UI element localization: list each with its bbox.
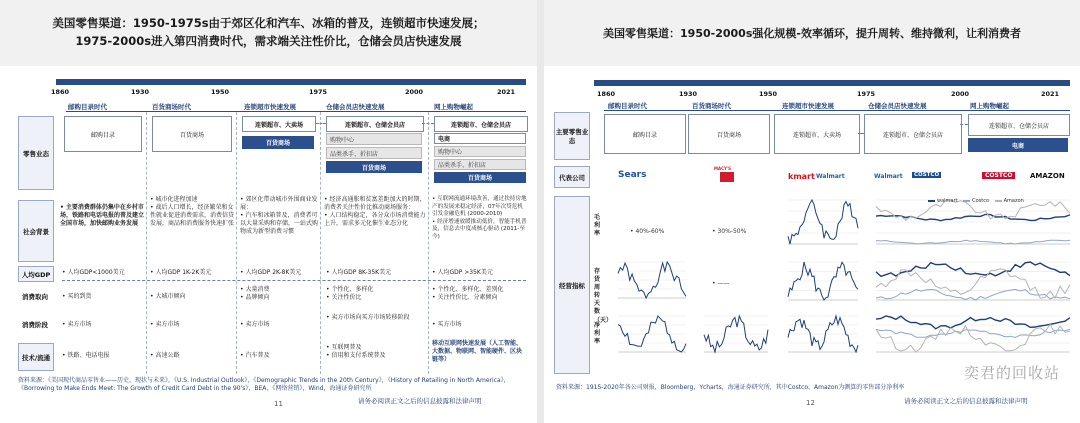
left-format-online-e: 百货商场 <box>434 172 526 183</box>
right-source: 资料来源：1915-2020年各公司财报，Bloomberg，Ycharts，海通证券研究所，其中Costco、Amazon为测算的零售部分净利率 <box>556 384 905 391</box>
legend-amazon: Amazon <box>1003 198 1024 204</box>
left-divider-1 <box>146 112 147 374</box>
right-logo-macys <box>720 172 734 182</box>
chart-inv-modern-series-walmart <box>876 262 1070 276</box>
chart-gm-kmart <box>776 196 860 252</box>
left-tech-4: • 互联网普及 • 信用和支付系统普及 <box>326 344 386 360</box>
left-format-mail: 邮购目录 <box>64 116 142 152</box>
right-logo-amazon: AMAZON <box>1030 172 1065 180</box>
right-format-dept: 百货商场 <box>688 114 770 154</box>
right-row-metrics: 经营指标 <box>554 196 590 374</box>
chart-np-sears <box>606 312 688 360</box>
left-gdp-5: • 人均GDP >35K美元 <box>432 269 493 276</box>
left-row-stage: 消费阶段 <box>22 320 48 329</box>
right-metric-gm: 毛利率 <box>594 214 601 238</box>
left-gdp-arrow <box>62 280 526 281</box>
left-era-dept: 百货商场时代 <box>152 103 191 111</box>
left-gdp-3: • 人均GDP 2K-8K美元 <box>240 269 302 276</box>
right-logo-walmart-1: Walmart <box>816 173 845 180</box>
left-format-warehouse-a: 连锁超市、仓储会员店 <box>326 116 424 132</box>
right-format-chain: 连锁超市、大卖场 <box>774 114 860 154</box>
left-stage-1: • 卖方市场 <box>62 321 92 328</box>
right-year-2021: 2021 <box>1040 90 1060 98</box>
left-year-2000: 2000 <box>404 88 424 96</box>
chart-np-modern-series-amazon <box>876 324 1070 352</box>
right-disclaimer: 请务必阅读正文之后的信息披露和法律声明 <box>904 397 1028 405</box>
left-divider-4 <box>428 112 429 374</box>
left-orient-2: • 大城市倾向 <box>150 293 186 300</box>
left-format-online-a: 连锁超市、仓储会员店 <box>434 116 528 132</box>
left-stage-3: • 卖方市场 <box>240 321 270 328</box>
right-timeline-bar <box>594 80 1070 86</box>
left-format-warehouse-c: 品类杀手、折扣店 <box>326 147 422 159</box>
right-slide <box>544 0 1080 423</box>
left-format-dept: 百货商场 <box>152 116 232 152</box>
left-year-1930: 1930 <box>130 88 150 96</box>
chart-np-modern <box>864 312 1072 360</box>
left-page-number: 11 <box>274 400 283 408</box>
left-source: 资料来源：《美国现代商品零售业——历史、现状与未来》，《U.S. Industrial Outlook》，《Demographic Trends in the 20th Century》，《History of Retailing in North America》，《Borrowing to Make Ends Meet: The Growth of Credit Card Debt in the 90's》，BEA，《网络营销》，Wind，海通证券研究所 <box>18 377 510 393</box>
right-format-connector-2 <box>960 124 968 125</box>
chart-gm-modern-series-costco <box>876 240 1070 244</box>
left-tech-1: • 铁路、电话电报 <box>62 352 110 359</box>
right-page-number: 12 <box>806 399 815 407</box>
left-gdp-1: • 人均GDP<1000美元 <box>62 269 125 276</box>
right-metric-np: 净利率 <box>594 322 601 346</box>
chart-np-macys <box>692 312 770 360</box>
right-row-companies: 代表公司 <box>554 166 590 188</box>
right-logo-costco-2: COSTCO <box>982 172 1015 179</box>
left-social-5: • 互联网流通环境改善，通过扶持房地产的发展来稳定经济，07年次贷危机引发金融危机 (2000-2010) • 经济增速放缓推动低价，智能手机普及，信息去中度成核心驱动 (2011-至今) <box>432 196 527 240</box>
left-year-1860: 1860 <box>50 88 70 96</box>
left-era-chain: 连锁超市快速发展 <box>244 103 296 111</box>
legend-walmart: walmart <box>937 198 958 204</box>
right-era-warehouse: 仓储会员店快速发展 <box>868 102 927 110</box>
left-era-warehouse: 仓储会员店快速发展 <box>326 103 385 111</box>
left-tech-2: • 高速公路 <box>150 352 180 359</box>
left-social-4: • 经济高通胀和贫富差距加大的时期，消费者关注性价比推动商场服务： • 人口结构稳定，各分众市场消费能力上升，需求多元化催生业态分化 <box>324 196 426 228</box>
left-title-line2: 1975-2000s进入第四消费时代，需求端关注性价比，仓储会员店快速发展 <box>75 34 462 48</box>
left-year-1950: 1950 <box>210 88 230 96</box>
chart-np-modern-series-costco <box>876 329 1070 337</box>
right-era-underline <box>604 110 1070 111</box>
left-row-orient: 消费取向 <box>22 292 48 301</box>
left-gdp-4: • 人均GDP 8K-35K美元 <box>326 269 392 276</box>
right-logo-macys-label: MACY'S <box>714 166 732 171</box>
right-format-online-b: 电商 <box>968 138 1068 152</box>
right-format-mail: 邮购目录 <box>604 114 686 154</box>
chart-inv-sears <box>606 258 688 306</box>
left-timeline-bar <box>56 79 526 85</box>
left-format-online-c: 购物中心 <box>434 146 526 157</box>
right-era-online: 网上购物崛起 <box>970 102 1009 110</box>
right-year-1950: 1950 <box>758 90 778 98</box>
left-divider-3 <box>320 112 321 374</box>
left-title-line1: 美国零售渠道：1950-1975s由于郊区化和汽车、冰箱的普及，连锁超市快速发展； <box>52 16 485 31</box>
left-format-warehouse-b: 购物中心 <box>326 133 422 145</box>
slide-separator <box>537 0 544 423</box>
chart-np-modern-series-walmart <box>876 316 1070 329</box>
left-social-1: • 主要消费群体仍集中在乡村市场，铁路和电话电报的普及建立全国市场，加快邮购业务发展 <box>60 204 145 228</box>
left-era-mail: 邮购目录时代 <box>68 103 107 111</box>
left-orient-4: • 个性化、多样化 • 关注性价比 <box>326 286 374 302</box>
right-logo-kmart: kmart <box>788 172 815 181</box>
left-orient-1: • 买的到货 <box>62 293 92 300</box>
left-format-online-d: 品类杀手、折扣店 <box>434 159 526 170</box>
left-row-gdp: 人均GDP <box>18 266 54 282</box>
left-orient-3: • 大量消费 • 品牌倾向 <box>240 286 270 302</box>
left-slide <box>0 0 537 423</box>
right-gm-text-b: • 30%-50% <box>712 228 747 235</box>
left-divider-2 <box>236 112 237 374</box>
right-slide-title: 美国零售渠道：1950-2000s强化规模-效率循环，提升周转、维持微利，让利消费者 <box>544 0 1080 66</box>
left-era-underline <box>66 111 526 112</box>
left-tech-3: • 汽车普及 <box>240 352 270 359</box>
right-legend-gm <box>924 198 1024 204</box>
left-stage-4: • 卖方市场向买方市场转移阶段 <box>326 314 410 321</box>
left-format-warehouse-d: 百货商场 <box>326 161 422 173</box>
legend-costco: Costco <box>972 198 990 204</box>
left-orient-5: • 个性化、多样化、差别化 • 关注性价比、分素倾向 <box>432 286 504 302</box>
left-stage-5: • 买方市场 <box>432 321 462 328</box>
left-era-online: 网上购物崛起 <box>434 103 473 111</box>
right-year-1975: 1975 <box>856 90 876 98</box>
chart-np-kmart <box>776 312 860 360</box>
right-metric-inv: 存货周转天数（天） <box>594 268 613 324</box>
right-year-2000: 2000 <box>950 90 970 98</box>
right-format-connector-1 <box>858 133 864 134</box>
left-format-connector-2 <box>422 123 434 124</box>
right-gm-text-a: • 40%-60% <box>630 228 665 235</box>
right-format-online-a: 连锁超市、仓储会员店 <box>968 114 1070 136</box>
right-era-mail: 邮购目录时代 <box>608 102 647 110</box>
right-watermark: 奕君的回收站 <box>964 364 1061 382</box>
left-social-2: • 城市化进程加速 • 战后人口增长，经济繁荣和女性就业促进消费需求，消费信贷发展，商品和消费服务快速扩张 <box>150 196 235 228</box>
right-year-1930: 1930 <box>678 90 698 98</box>
chart-inv-kmart <box>776 258 860 308</box>
left-format-connector-1 <box>316 123 326 124</box>
right-era-dept: 百货商场时代 <box>692 102 731 110</box>
right-era-chain: 连锁超市快速发展 <box>782 102 834 110</box>
left-row-social: 社会背景 <box>18 200 54 262</box>
chart-gm-modern <box>864 196 1072 252</box>
right-dash-text: • —— <box>712 280 730 287</box>
right-format-warehouse: 连锁超市、仓储会员店 <box>864 114 962 154</box>
left-year-2021: 2021 <box>496 88 516 96</box>
left-slide-title <box>0 0 537 66</box>
left-format-chain-dept: 百货商场 <box>242 136 314 149</box>
left-social-3: • 郊区化带动城市外围商业发展： • 汽车和冰箱普及，消费者可以大量采购和存储，一站式购物成为新型消费习惯 <box>240 196 319 236</box>
left-gdp-2: • 人均GDP 1K-2K美元 <box>150 269 212 276</box>
left-format-online-b: 电商 <box>434 133 526 144</box>
left-row-tech: 技术/流通 <box>18 343 54 371</box>
right-row-formats: 主要零售业态 <box>554 112 590 160</box>
left-disclaimer: 请务必阅读正文之后的信息披露和法律声明 <box>358 397 482 405</box>
right-year-1860: 1860 <box>596 90 616 98</box>
chart-inv-modern <box>864 258 1072 308</box>
left-stage-2: • 卖方市场 <box>150 321 180 328</box>
right-logo-costco-1: COSTCO <box>914 172 940 178</box>
left-row-formats: 零售业态 <box>18 116 54 190</box>
left-format-chain: 连锁超市、大卖场 <box>242 116 316 132</box>
left-tech-5: 移动互联网快速发展（人工智能、大数据、物联网、智能硬件、区块链等） <box>432 340 523 364</box>
left-year-1975: 1975 <box>308 88 328 96</box>
right-logo-walmart-2: Walmart <box>874 173 903 180</box>
right-logo-sears: Sears <box>618 170 647 180</box>
